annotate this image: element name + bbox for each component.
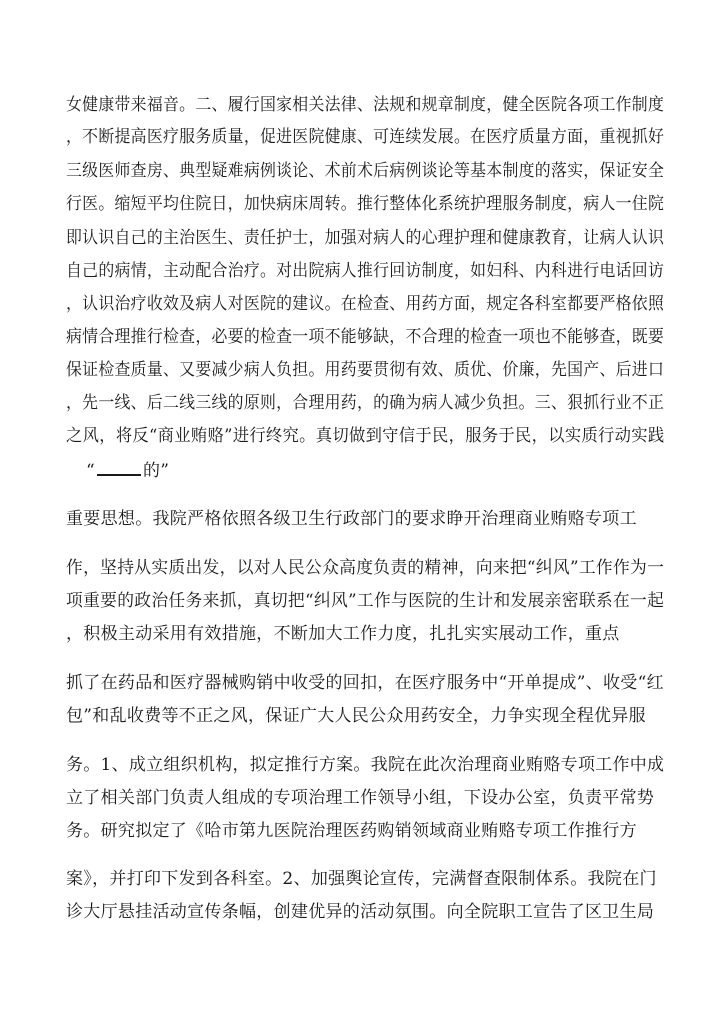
paragraph-line: 抓了在药品和医疗器械购销中收受的回扣，在医疗服务中“开单提成”、收受“红 bbox=[66, 673, 664, 693]
paragraph-line: 即认识自己的主治医生、责任护士，加强对病人的心理护理和健康教育，让病人认识 bbox=[66, 228, 665, 248]
paragraph-line: 三级医师查房、典型疑难病例谈论、术前术后病例谈论等基本制度的落实，保证安全 bbox=[66, 161, 665, 181]
paragraph-line: 作，坚持从实质出发，以对人民公众高度负责的精神，向来把“纠风”工作作为一 bbox=[66, 558, 665, 578]
paragraph-line: ，认识治疗收效及病人对医院的建议。在检查、用药方面，规定各科室都要严格依照 bbox=[66, 294, 665, 314]
paragraph-line: 案》，并打印下发到各科室。2、加强舆论宣传，完满督查限制体系。我院在门 bbox=[66, 869, 657, 889]
paragraph-line: 之风，将反“商业贿赂”进行终究。真切做到守信于民，服务于民，以实质行动实践 bbox=[66, 426, 665, 446]
paragraph-line: 务。1、成立组织机构，拟定推行方案。我院在此次治理商业贿赂专项工作中成 bbox=[66, 755, 665, 775]
fill-in-blank-line bbox=[86, 460, 169, 482]
paragraph-line: 重要思想。我院严格依照各级卫生行政部门的要求睁开治理商业贿赂专项工 bbox=[66, 509, 637, 529]
paragraph-line: 女健康带来福音。二、履行国家相关法律、法规和规章制度，健全医院各项工作制度 bbox=[66, 95, 665, 115]
paragraph-line: 诊大厅悬挂活动宣传条幅，创建优异的活动氛围。向全院职工宣告了区卫生局 bbox=[66, 902, 655, 922]
blank-underline bbox=[97, 460, 141, 476]
blank-open-quote: “ bbox=[86, 461, 95, 481]
paragraph-line: 自己的病情，主动配合治疗。对出院病人推行回访制度，如妇科、内科进行电话回访 bbox=[66, 261, 665, 281]
paragraph-line: ，先一线、后二线三线的原则，合理用药，的确为病人减少负担。三、狠抓行业不正 bbox=[66, 393, 665, 413]
paragraph-line: 立了相关部门负责人组成的专项治理工作领导小组，下设办公室，负责平常势 bbox=[66, 788, 655, 808]
paragraph-line: ，积极主动采用有效措施，不断加大工作力度，扎扎实实展动工作，重点 bbox=[66, 624, 620, 644]
blank-close-text: 的” bbox=[143, 461, 170, 481]
paragraph-line: 包”和乱收费等不正之风，保证广大人民公众用药安全，力争实现全程优异服 bbox=[66, 706, 646, 726]
paragraph-line: 务。研究拟定了《哈市第九医院治理医药购销领域商业贿赂专项工作推行方 bbox=[66, 821, 637, 841]
paragraph-line: 病情合理推行检查，必要的检查一项不能够缺，不合理的检查一项也不能够查，既要 bbox=[66, 327, 665, 347]
paragraph-line: 保证检查质量、又要减少病人负担。用药要贯彻有效、质优、价廉，先国产、后进口 bbox=[66, 360, 665, 380]
paragraph-line: ，不断提高医疗服务质量，促进医院健康、可连续发展。在医疗质量方面，重视抓好 bbox=[66, 127, 665, 147]
paragraph-line: 项重要的政治任务来抓，真切把“纠风”工作与医院的生计和发展亲密联系在一起 bbox=[66, 591, 665, 611]
paragraph-line: 行医。缩短平均住院日，加快病床周转。推行整体化系统护理服务制度，病人一住院 bbox=[66, 194, 665, 214]
